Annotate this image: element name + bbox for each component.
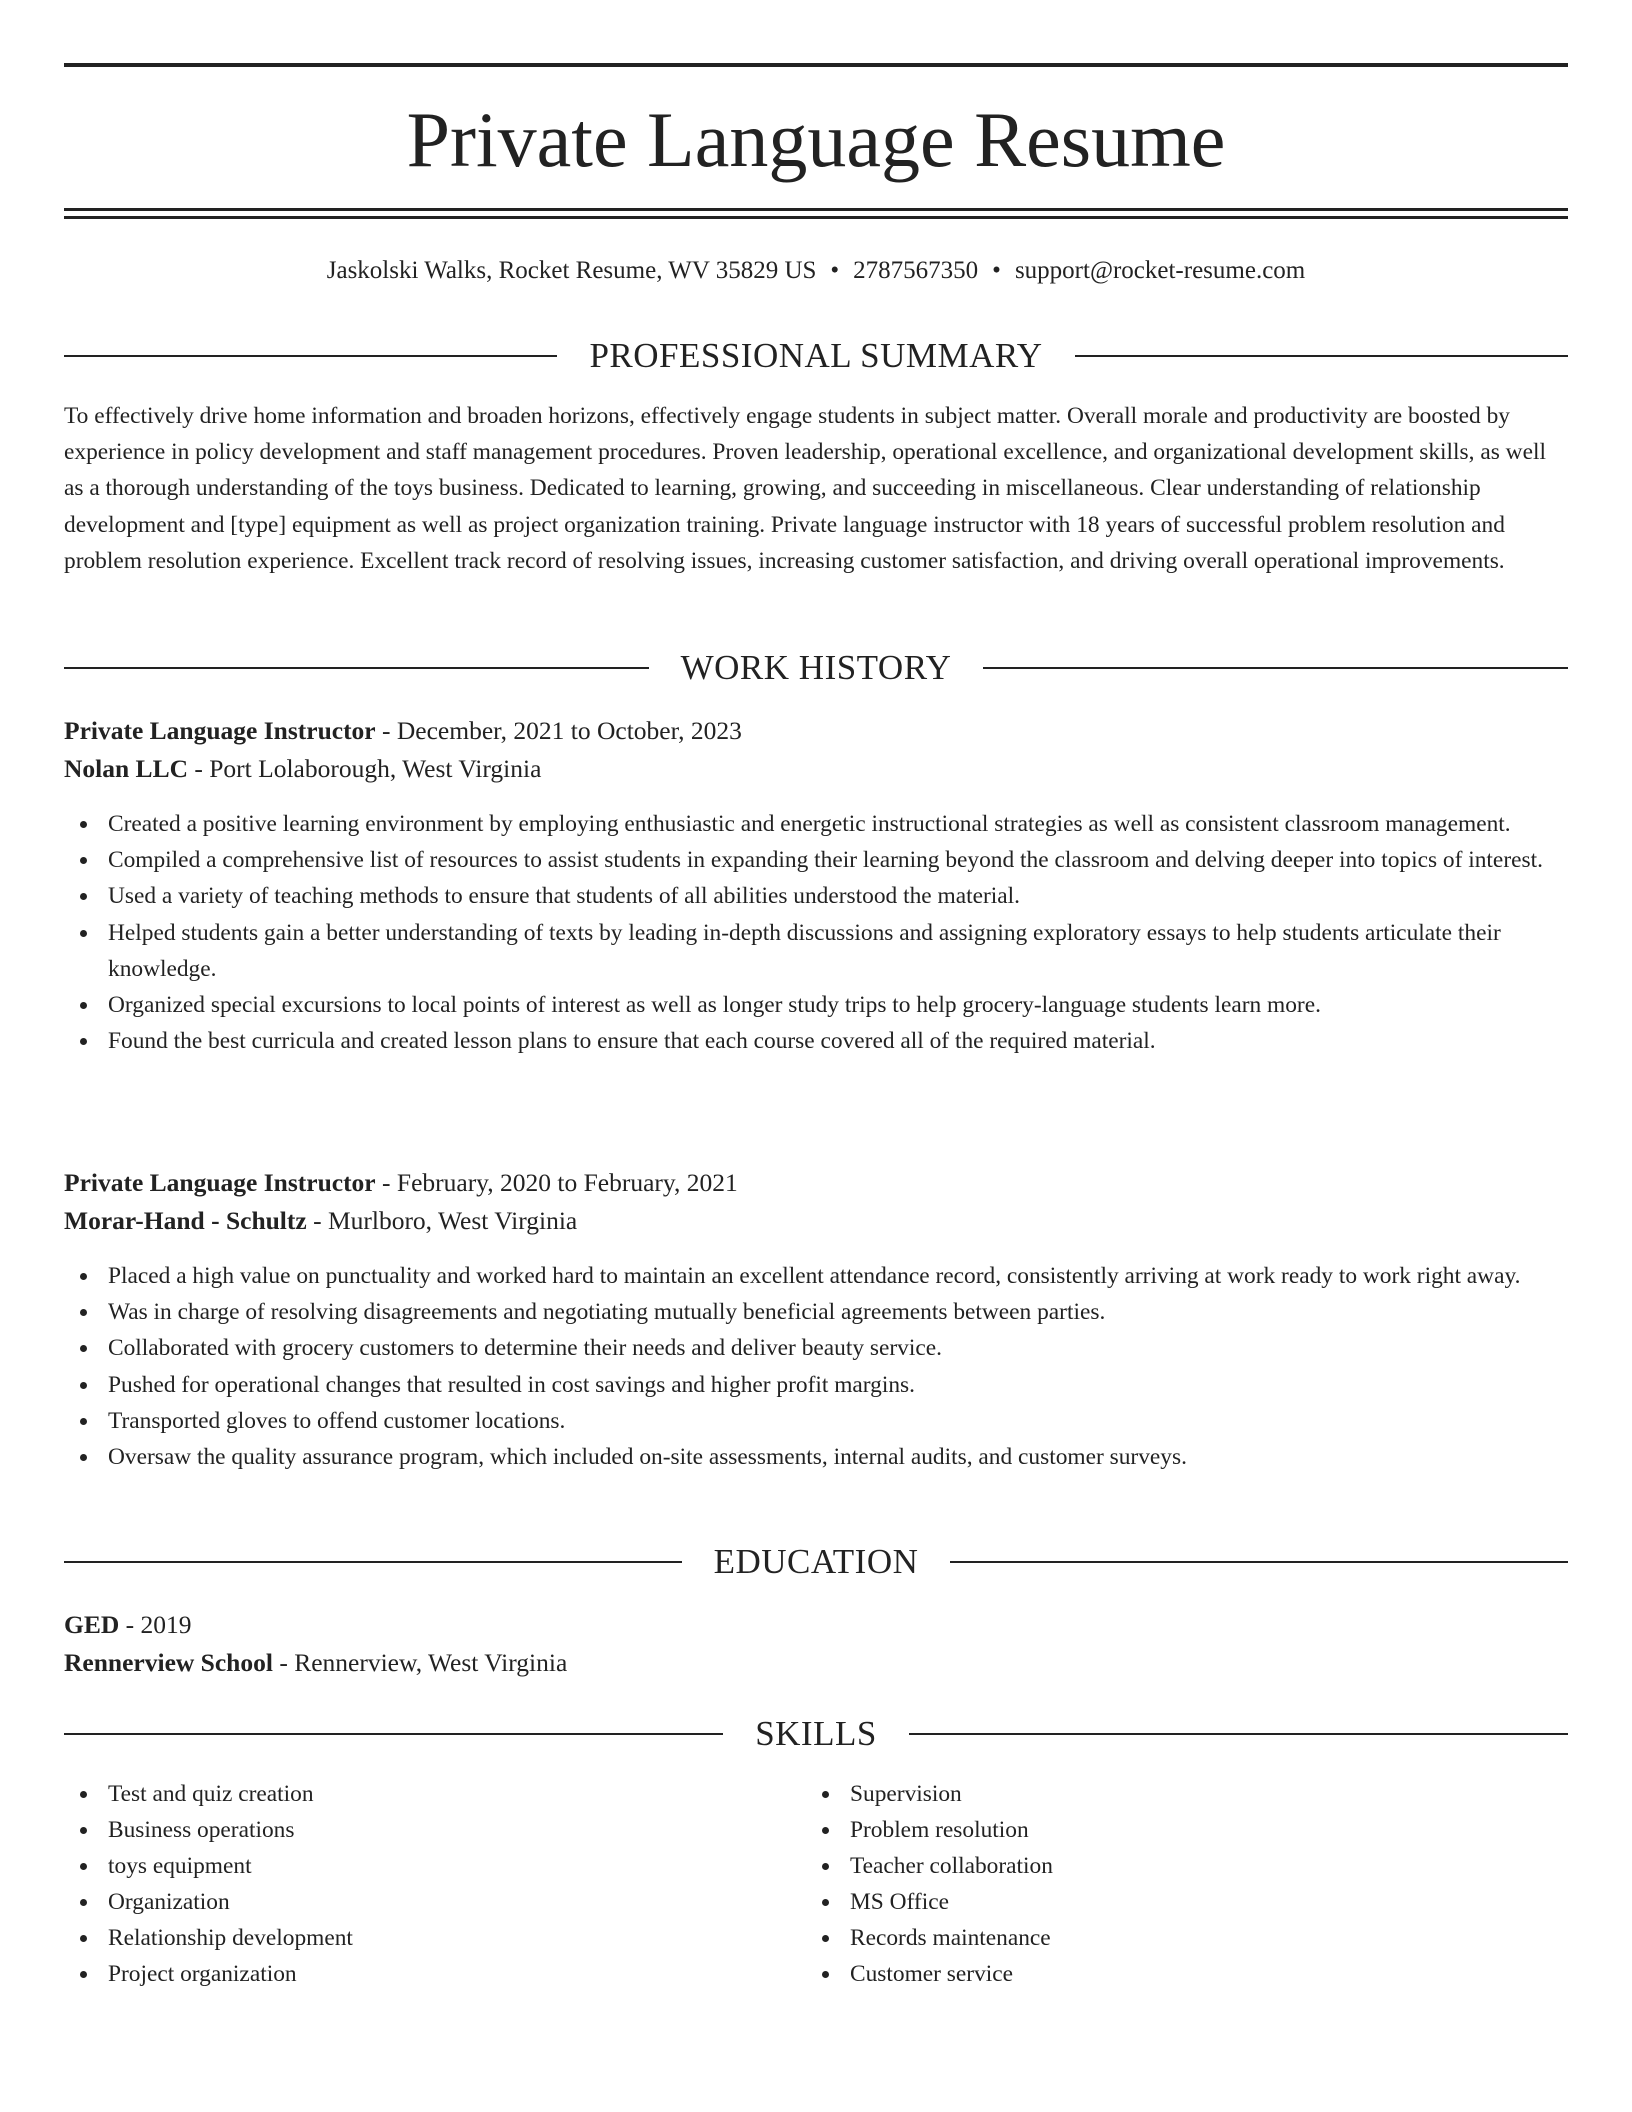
- job-dates: - February, 2020 to February, 2021: [375, 1168, 738, 1197]
- list-item: Found the best curricula and created lesson plans to ensure that each course covered all of the required material.: [64, 1023, 1568, 1059]
- education-degree-line: [64, 1606, 1568, 1644]
- job-bullets: [64, 806, 1568, 1059]
- skill-item: Customer service: [806, 1956, 1506, 1992]
- job-dates: - December, 2021 to October, 2023: [375, 716, 742, 745]
- job-company-line: [64, 1202, 1568, 1240]
- list-item: Collaborated with grocery customers to determine their needs and deliver beauty service.: [64, 1330, 1568, 1366]
- contact-address: Jaskolski Walks, Rocket Resume, WV 35829 US: [326, 257, 817, 284]
- list-item: Used a variety of teaching methods to ensure that students of all abilities understood the material.: [64, 878, 1568, 914]
- list-item: Was in charge of resolving disagreements and negotiating mutually beneficial agreements between parties.: [64, 1294, 1568, 1330]
- heading-rule: [64, 1561, 682, 1563]
- heading-rule: [64, 355, 557, 357]
- top-rule: [64, 63, 1568, 67]
- heading-rule: [1075, 355, 1568, 357]
- resume-title: Private Language Resume: [406, 96, 1226, 183]
- job-title: Private Language Instructor: [64, 716, 376, 745]
- list-item: Helped students gain a better understanding of texts by leading in-depth discussions and assigning exploratory essays to help students articulate their knowledge.: [64, 915, 1568, 987]
- skills-section-heading: [64, 1714, 1568, 1754]
- job-bullets: [64, 1258, 1568, 1475]
- job-location: - Port Lolaborough, West Virginia: [188, 754, 542, 783]
- list-item: Oversaw the quality assurance program, which included on-site assessments, internal audits, and customer surveys.: [64, 1439, 1568, 1475]
- education-degree: GED: [64, 1610, 120, 1639]
- summary-section-heading: [64, 336, 1568, 376]
- list-item: Pushed for operational changes that resulted in cost savings and higher profit margins.: [64, 1367, 1568, 1403]
- skill-item: Relationship development: [64, 1920, 764, 1956]
- job-location: - Murlboro, West Virginia: [306, 1206, 578, 1235]
- list-item: Organized special excursions to local points of interest as well as longer study trips to help grocery-language students learn more.: [64, 987, 1568, 1023]
- skill-item: Business operations: [64, 1812, 764, 1848]
- skill-item: Teacher collaboration: [806, 1848, 1506, 1884]
- skill-item: Records maintenance: [806, 1920, 1506, 1956]
- job-title-line: [64, 1164, 1568, 1202]
- contact-phone: 2787567350: [853, 257, 979, 284]
- work-history-heading-label: WORK HISTORY: [680, 648, 952, 687]
- skill-item: Project organization: [64, 1956, 764, 1992]
- education-school-line: [64, 1644, 1568, 1682]
- skills-list-left: [64, 1776, 764, 1992]
- heading-rule: [950, 1561, 1568, 1563]
- skill-item: Test and quiz creation: [64, 1776, 764, 1812]
- job-company: Nolan LLC: [64, 754, 188, 783]
- job-company-line: [64, 750, 1568, 788]
- skills-list-right: [806, 1776, 1506, 1992]
- education-heading-label: EDUCATION: [713, 1542, 919, 1581]
- contact-separator: •: [830, 257, 840, 284]
- education-location: - Rennerview, West Virginia: [272, 1648, 568, 1677]
- education-school: Rennerview School: [64, 1648, 273, 1677]
- heading-rule: [909, 1733, 1568, 1735]
- list-item: Placed a high value on punctuality and worked hard to maintain an excellent attendance record, consistently arriving at work ready to work right away.: [64, 1258, 1568, 1294]
- heading-rule: [64, 667, 649, 669]
- list-item: Compiled a comprehensive list of resources to assist students in expanding their learning beyond the classroom and delving deeper into topics of interest.: [64, 842, 1568, 878]
- skill-item: Organization: [64, 1884, 764, 1920]
- list-item: Transported gloves to offend customer locations.: [64, 1403, 1568, 1439]
- heading-rule: [64, 1733, 723, 1735]
- title-double-rule: [64, 208, 1568, 219]
- job-company: Morar-Hand - Schultz: [64, 1206, 307, 1235]
- contact-line: [64, 254, 1568, 288]
- summary-text: To effectively drive home information and broaden horizons, effectively engage students in subject matter. Overall morale and productivity are boosted by experience in policy development and staff management procedures. Proven leadership, operational excellence, and organizational development skills, as well as a thorough understanding of the toys business. Dedicated to learning, growing, and succeeding in miscellaneous. Clear understanding of relationship development and [type] equipment as well as project organization training. Private language instructor with 18 years of successful problem resolution and problem resolution experience. Excellent track record of resolving issues, increasing customer satisfaction, and driving overall operational improvements.: [64, 403, 1546, 574]
- job-title-line: [64, 712, 1568, 750]
- job-title: Private Language Instructor: [64, 1168, 376, 1197]
- skill-item: Supervision: [806, 1776, 1506, 1812]
- skills-heading-label: SKILLS: [755, 1714, 877, 1753]
- work-history-section-heading: [64, 648, 1568, 688]
- skill-item: toys equipment: [64, 1848, 764, 1884]
- contact-email: support@rocket-resume.com: [1014, 257, 1306, 284]
- heading-rule: [983, 667, 1568, 669]
- contact-separator: •: [992, 257, 1001, 284]
- education-year: - 2019: [119, 1610, 192, 1639]
- summary-heading-label: PROFESSIONAL SUMMARY: [589, 336, 1043, 375]
- list-item: Created a positive learning environment by employing enthusiastic and energetic instructional strategies as well as consistent classroom management.: [64, 806, 1568, 842]
- education-section-heading: [64, 1542, 1568, 1582]
- skill-item: Problem resolution: [806, 1812, 1506, 1848]
- skill-item: MS Office: [806, 1884, 1506, 1920]
